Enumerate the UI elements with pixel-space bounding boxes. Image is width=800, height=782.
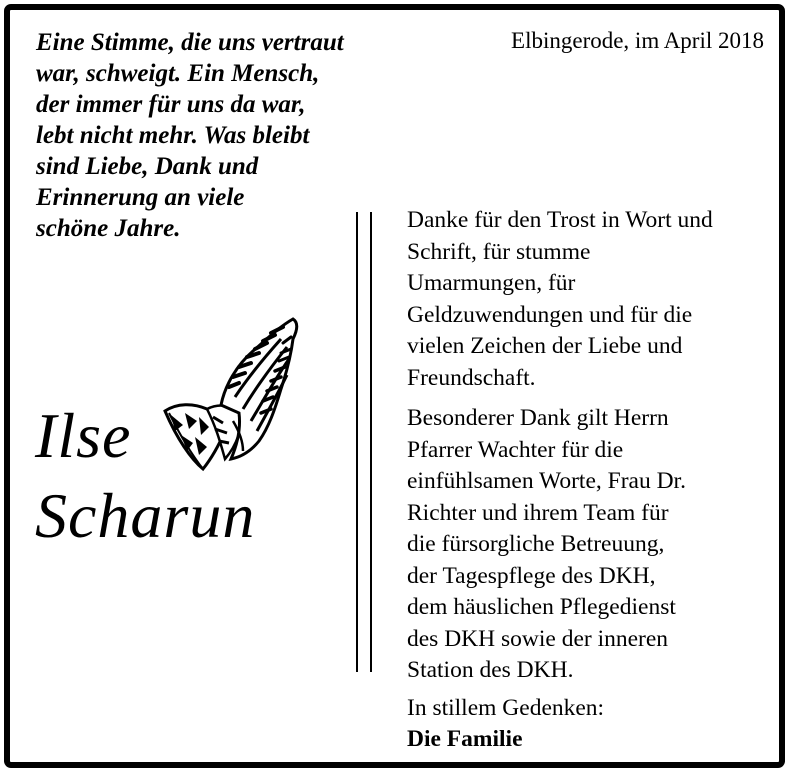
closing-line: In stillem Gedenken: [407, 695, 605, 721]
memorial-motto: Eine Stimme, die uns vertraut war, schweigt. Ein Mensch, der immer für uns da war, lebt nicht mehr. Was bleibt sind Liebe, Dank und Erinnerung an viele schöne Jahre. [36, 29, 344, 242]
signature: Die Familie [407, 726, 523, 752]
closing-block [407, 693, 604, 755]
deceased-first-name: Ilse [35, 400, 132, 471]
special-thanks-paragraph: Besonderer Dank gilt Herrn Pfarrer Wachter für die einfühlsamen Worte, Frau Dr. Richter und ihrem Team für die fürsorgliche Betreuung, der Tagespflege des DKH, dem häuslichen Pflegedienst des DKH sowie der inneren Station des DKH. [407, 405, 686, 683]
vertical-divider-left [356, 212, 358, 672]
vertical-divider-right [370, 212, 372, 672]
thanks-paragraph: Danke für den Trost in Wort und Schrift, für stumme Umarmungen, für Geldzuwendungen und für die vielen Zeichen der Liebe und Freundschaft. [407, 207, 713, 391]
deceased-last-name: Scharun [35, 480, 256, 551]
place-and-date: Elbingerode, im April 2018 [511, 28, 764, 53]
thanks-text [407, 205, 777, 696]
praying-hands-icon [163, 313, 303, 475]
